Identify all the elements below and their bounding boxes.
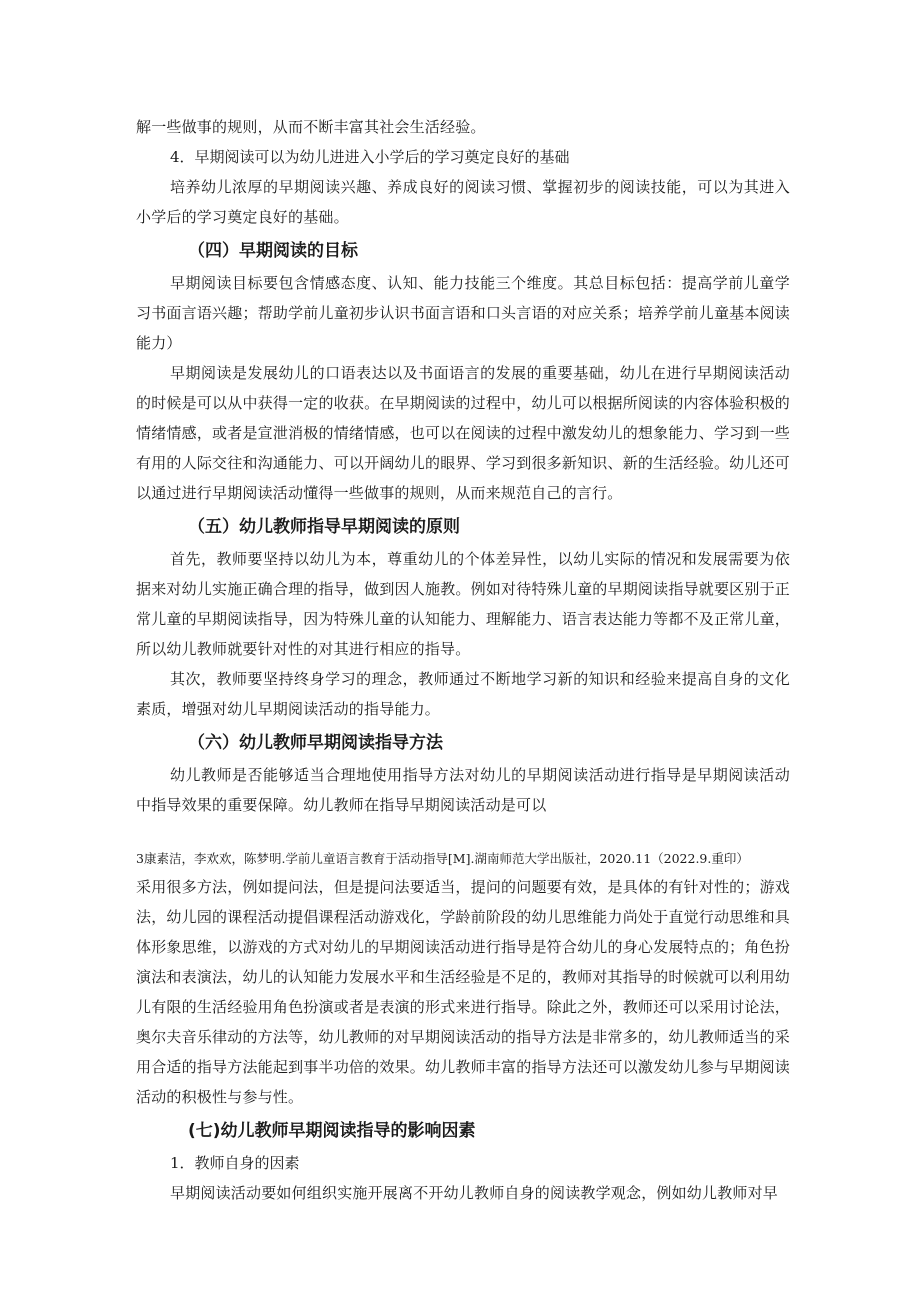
document-page xyxy=(136,112,790,1208)
paragraph: 幼儿教师是否能够适当合理地使用指导方法对幼儿的早期阅读活动进行指导是早期阅读活动中指导效果的重要保障。幼儿教师在指导早期阅读活动是可以 xyxy=(136,766,790,814)
section-heading-4: （四）早期阅读的目标 xyxy=(188,241,358,261)
section-heading-5: （五）幼儿教师指导早期阅读的原则 xyxy=(188,517,460,537)
paragraph-continuation: 采用很多方法，例如提问法，但是提问法要适当，提问的问题要有效，是具体的有针对性的；游戏法，幼儿园的课程活动提倡课程活动游戏化，学龄前阶段的幼儿思维能力尚处于直觉行动思维和具体形象思维，以游戏的方式对幼儿的早期阅读活动进行指导是符合幼儿的身心发展特点的；角色扮演法和表演法，幼儿的认知能力发展水平和生活经验是不足的，教师对其指导的时候就可以利用幼儿有限的生活经验用角色扮演或者是表演的形式来进行指导。除此之外，教师还可以采用讨论法，奥尔夫音乐律动的方法等，幼儿教师的对早期阅读活动的指导方法是非常多的，幼儿教师适当的采用合适的指导方法能起到事半功倍的效果。幼儿教师丰富的指导方法还可以激发幼儿参与早期阅读活动的积极性与参与性。 xyxy=(136,878,790,1106)
paragraph: 早期阅读是发展幼儿的口语表达以及书面语言的发展的重要基础，幼儿在进行早期阅读活动的时候是可以从中获得一定的收获。在早期阅读的过程中，幼儿可以根据所阅读的内容体验积极的情绪情感，或者是宣泄消极的情绪情感，也可以在阅读的过程中激发幼儿的想象能力、学习到一些有用的人际交往和沟通能力、可以开阔幼儿的眼界、学习到很多新知识、新的生活经验。幼儿还可以通过进行早期阅读活动懂得一些做事的规则，从而来规范自己的言行。 xyxy=(136,364,790,502)
section-heading-6: （六）幼儿教师早期阅读指导方法 xyxy=(188,733,443,753)
paragraph: 其次，教师要坚持终身学习的理念，教师通过不断地学习新的知识和经验来提高自身的文化素质，增强对幼儿早期阅读活动的指导能力。 xyxy=(136,670,790,718)
footnote: 3康素洁，李欢欢，陈梦明.学前儿童语言教育于活动指导[M].湖南师范大学出版社，2020.11（2022.9.重印） xyxy=(136,851,749,866)
paragraph: 首先，教师要坚持以幼儿为本，尊重幼儿的个体差异性，以幼儿实际的情况和发展需要为依据来对幼儿实施正确合理的指导，做到因人施教。例如对待特殊儿童的早期阅读指导就要区别于正常儿童的早期阅读指导，因为特殊儿童的认知能力、理解能力、语言表达能力等都不及正常儿童，所以幼儿教师就要针对性的对其进行相应的指导。 xyxy=(136,550,790,658)
paragraph: 早期阅读活动要如何组织实施开展离不开幼儿教师自身的阅读教学观念，例如幼儿教师对早 xyxy=(170,1184,779,1202)
list-item-4: 4．早期阅读可以为幼儿进进入小学后的学习奠定良好的基础 xyxy=(170,148,570,166)
list-item-1: 1．教师自身的因素 xyxy=(170,1154,300,1172)
paragraph: 早期阅读目标要包含情感态度、认知、能力技能三个维度。其总目标包括：提高学前儿童学习书面言语兴趣；帮助学前儿童初步认识书面言语和口头言语的对应关系；培养学前儿童基本阅读能力） xyxy=(136,274,790,352)
paragraph-continuation: 解一些做事的规则，从而不断丰富其社会生活经验。 xyxy=(136,118,486,136)
paragraph: 培养幼儿浓厚的早期阅读兴趣、养成良好的阅读习惯、掌握初步的阅读技能，可以为其进入小学后的学习奠定良好的基础。 xyxy=(136,178,790,226)
section-heading-7: (七)幼儿教师早期阅读指导的影响因素 xyxy=(188,1121,476,1141)
